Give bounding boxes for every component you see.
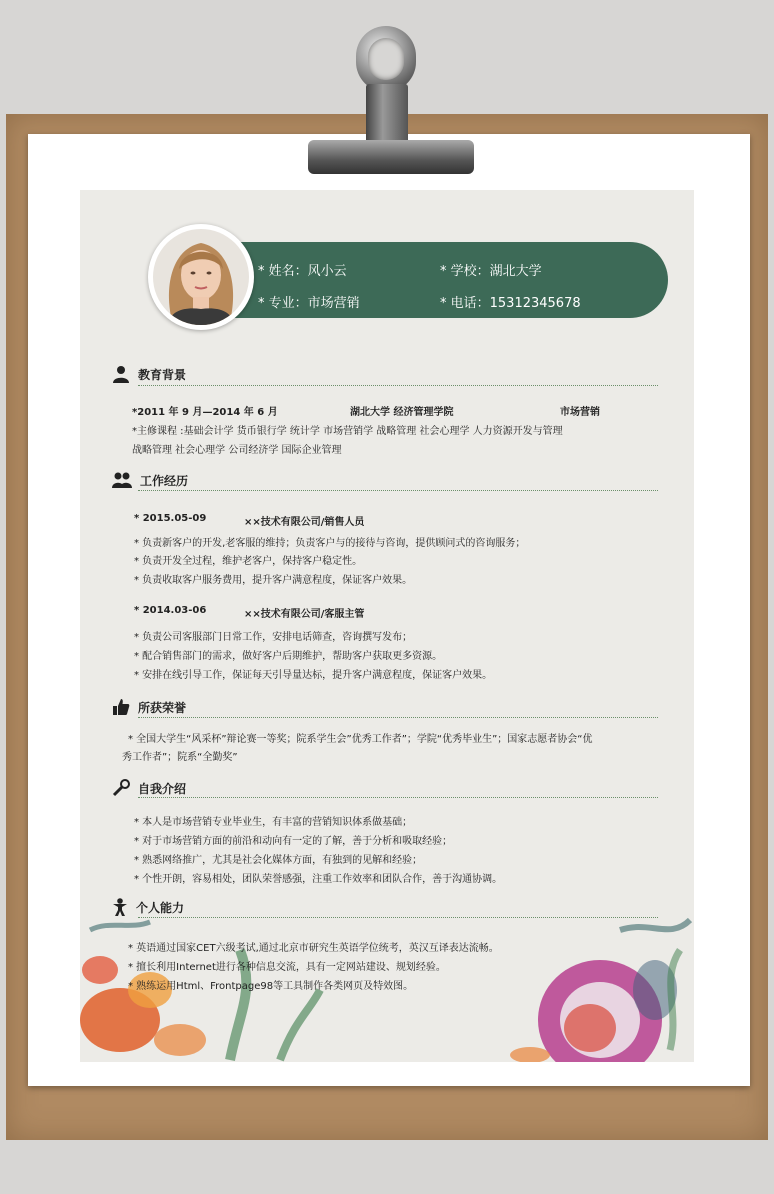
- job-duty: * 负责公司客服部门日常工作，安排电话筛查，咨询撰写发布；: [134, 632, 413, 643]
- job-duty: * 负责收取客户服务费用，提升客户满意程度，保证客户效果。: [134, 575, 413, 586]
- intro-item: * 本人是市场营销专业毕业生，有丰富的营销知识体系做基础；: [134, 817, 413, 828]
- skills-item: * 英语通过国家CET六级考试,通过北京市研究生英语学位统考，英汉互译表达流畅。: [128, 943, 499, 954]
- section-title-text: 个人能力: [136, 900, 185, 915]
- person-icon: [112, 898, 128, 916]
- clip-bar: [308, 140, 474, 174]
- section-divider: [138, 385, 658, 386]
- honors-text-2: 秀工作者”；院系“全勤奖”: [122, 752, 238, 763]
- section-title-text: 所获荣誉: [138, 700, 187, 715]
- section-education-title: [112, 365, 186, 383]
- profile-phone: * 电话：15312345678: [440, 296, 581, 311]
- section-honors-title: [112, 698, 186, 716]
- section-divider: [138, 490, 658, 491]
- skills-item: * 擅长利用Internet进行各种信息交流，具有一定网站建设、规划经验。: [128, 962, 446, 973]
- section-divider: [138, 717, 658, 718]
- education-school: 湖北大学 经济管理学院: [350, 407, 454, 418]
- section-work-title: [112, 471, 188, 489]
- section-intro-title: [112, 779, 186, 797]
- job-duty: * 负责新客户的开发,老客服的维持；负责客户与的接待与咨询，提供顾问式的咨询服务；: [134, 538, 526, 549]
- thumbs-up-icon: [112, 698, 130, 716]
- profile-school: * 学校：湖北大学: [440, 264, 542, 279]
- job-date: * 2015.05-09: [134, 513, 207, 524]
- team-icon: [112, 471, 132, 489]
- section-title-text: 自我介绍: [138, 781, 187, 796]
- skills-item: * 熟练运用Html、Frontpage98等工具制作各类网页及特效图。: [128, 981, 414, 992]
- avatar: [148, 224, 254, 330]
- section-divider: [138, 917, 658, 918]
- microphone-icon: [112, 779, 130, 797]
- education-courses-1: *主修课程 :基础会计学 货币银行学 统计学 市场营销学 战略管理 社会心理学 人力资源开发与管理: [132, 426, 563, 437]
- user-icon: [112, 365, 130, 383]
- section-title-text: 工作经历: [140, 473, 189, 488]
- intro-item: * 熟悉网络推广，尤其是社会化媒体方面，有独到的见解和经验；: [134, 855, 423, 866]
- job-duty: * 安排在线引导工作，保证每天引导量达标，提升客户满意程度，保证客户效果。: [134, 670, 493, 681]
- intro-item: * 个性开朗，容易相处，团队荣誉感强，注重工作效率和团队合作，善于沟通协调。: [134, 874, 503, 885]
- education-courses-2: 战略管理 社会心理学 公司经济学 国际企业管理: [132, 445, 342, 456]
- profile-major: * 专业：市场营销: [258, 296, 360, 311]
- clip-ring: [356, 26, 416, 92]
- education-major: 市场营销: [560, 407, 600, 418]
- section-divider: [138, 797, 658, 798]
- job-company: ××技术有限公司/客服主管: [244, 609, 365, 620]
- profile-name: * 姓名：风小云: [258, 264, 347, 279]
- job-date: * 2014.03-06: [134, 605, 207, 616]
- clip-body: [366, 84, 408, 144]
- job-duty: * 配合销售部门的需求，做好客户后期维护，帮助客户获取更多资源。: [134, 651, 443, 662]
- intro-item: * 对于市场营销方面的前沿和动向有一定的了解，善于分析和吸取经验；: [134, 836, 453, 847]
- honors-text-1: * 全国大学生“风采杯”辩论赛一等奖；院系学生会”优秀工作者”；学院“优秀毕业生”；国家志愿者协会“优: [128, 734, 593, 745]
- education-period: *2011 年 9 月—2014 年 6 月: [132, 407, 278, 418]
- job-duty: * 负责开发全过程，维护老客户，保持客户稳定性。: [134, 556, 363, 567]
- job-company: ××技术有限公司/销售人员: [244, 517, 365, 528]
- section-skills-title: [112, 898, 184, 916]
- portrait-photo: [153, 229, 249, 325]
- section-title-text: 教育背景: [138, 367, 187, 382]
